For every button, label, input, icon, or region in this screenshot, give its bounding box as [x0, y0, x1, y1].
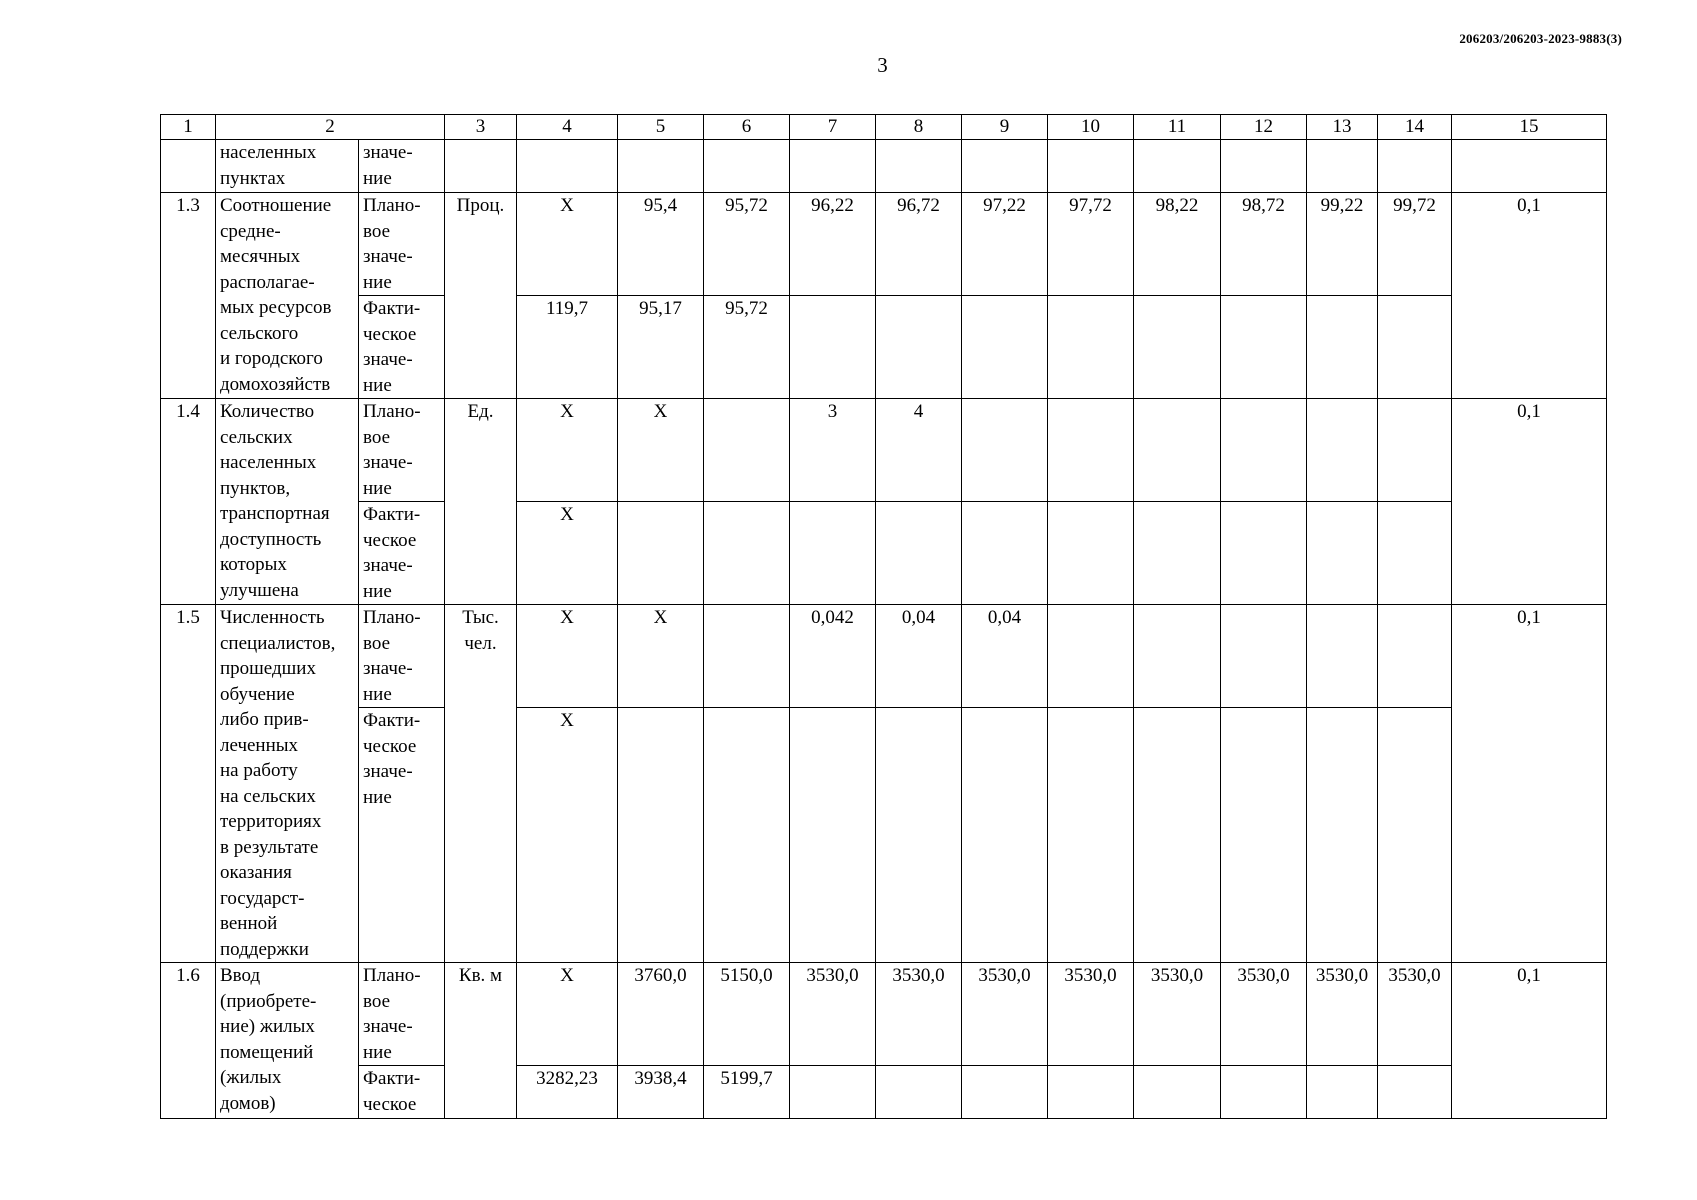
plan-value-cell: 3530,0 [876, 963, 962, 1066]
plan-value-cell: 3 [790, 399, 876, 502]
fact-value-cell [618, 708, 704, 963]
table-body [161, 115, 1607, 1119]
plan-value-cell [704, 399, 790, 502]
weight-cell: 0,1 [1452, 399, 1607, 605]
fact-label-cell: Факти- ческое [359, 1066, 445, 1119]
fact-value-cell [1048, 502, 1134, 605]
plan-value-cell: 3530,0 [1221, 963, 1307, 1066]
plan-value-cell: 98,72 [1221, 193, 1307, 296]
fact-value-cell [1048, 296, 1134, 399]
plan-value-cell: 4 [876, 399, 962, 502]
fact-value-cell: 3282,23 [517, 1066, 618, 1119]
unit-cell: Тыс. чел. [445, 605, 517, 963]
fact-value-cell [1221, 1066, 1307, 1119]
plan-label-cell: Плано- вое значе- ние [359, 605, 445, 708]
fact-value-cell [704, 708, 790, 963]
plan-label-cell: Плано- вое значе- ние [359, 399, 445, 502]
plan-value-cell: 98,22 [1134, 193, 1221, 296]
fact-value-cell [962, 296, 1048, 399]
fact-value-cell [876, 296, 962, 399]
continuation-row [161, 140, 1607, 193]
indicator-name-cell: Ввод (приобрете- ние) жилых помещений (жилых домов) [216, 963, 359, 1119]
plan-value-cell [1221, 605, 1307, 708]
table-cell [1221, 140, 1307, 193]
fact-value-cell [1378, 502, 1452, 605]
fact-value-cell: 3938,4 [618, 1066, 704, 1119]
table-cell [445, 140, 517, 193]
fact-value-cell [1307, 502, 1378, 605]
table-cell [704, 140, 790, 193]
plan-value-cell: 0,04 [962, 605, 1048, 708]
indicator-row-fact [161, 708, 1607, 963]
fact-value-cell [1048, 708, 1134, 963]
page-number: 3 [877, 53, 888, 77]
indicator-name-cell: Соотношение средне- месячных располагае- мых ресурсов сельского и городского домохозяйств [216, 193, 359, 399]
indicators-table [160, 114, 1607, 1119]
col-header: 1 [161, 115, 216, 140]
plan-label-cell: Плано- вое значе- ние [359, 193, 445, 296]
value-type-cell: значе- ние [359, 140, 445, 193]
fact-value-cell [962, 1066, 1048, 1119]
table-cell [618, 140, 704, 193]
indicator-row-plan [161, 193, 1607, 296]
fact-label-cell: Факти- ческое значе- ние [359, 502, 445, 605]
col-header: 5 [618, 115, 704, 140]
fact-value-cell [1221, 708, 1307, 963]
plan-label-cell: Плано- вое значе- ние [359, 963, 445, 1066]
plan-value-cell: X [618, 399, 704, 502]
col-header: 3 [445, 115, 517, 140]
table-cell [1452, 140, 1607, 193]
plan-value-cell [1378, 399, 1452, 502]
table-cell [962, 140, 1048, 193]
plan-value-cell: 97,72 [1048, 193, 1134, 296]
col-header: 6 [704, 115, 790, 140]
fact-value-cell [790, 502, 876, 605]
fact-value-cell [962, 502, 1048, 605]
indicator-row-plan [161, 963, 1607, 1066]
indicator-row-plan [161, 399, 1607, 502]
plan-value-cell [962, 399, 1048, 502]
fact-value-cell [1307, 1066, 1378, 1119]
indicator-row-fact [161, 296, 1607, 399]
table-cell [517, 140, 618, 193]
plan-value-cell [1048, 399, 1134, 502]
plan-value-cell: 97,22 [962, 193, 1048, 296]
indicator-row-fact [161, 1066, 1607, 1119]
plan-value-cell: X [517, 963, 618, 1066]
fact-value-cell [876, 708, 962, 963]
unit-cell: Кв. м [445, 963, 517, 1119]
weight-cell: 0,1 [1452, 193, 1607, 399]
table-cell [161, 140, 216, 193]
fact-value-cell [1134, 502, 1221, 605]
fact-value-cell [704, 502, 790, 605]
fact-value-cell [790, 708, 876, 963]
plan-value-cell [1307, 605, 1378, 708]
plan-value-cell: 95,72 [704, 193, 790, 296]
col-header: 13 [1307, 115, 1378, 140]
indicator-row-plan [161, 605, 1607, 708]
table-cell [1378, 140, 1452, 193]
table-cell [1307, 140, 1378, 193]
unit-cell: Проц. [445, 193, 517, 399]
fact-value-cell: 5199,7 [704, 1066, 790, 1119]
fact-value-cell [1134, 296, 1221, 399]
weight-cell: 0,1 [1452, 963, 1607, 1119]
fact-value-cell: 95,17 [618, 296, 704, 399]
plan-value-cell: X [517, 399, 618, 502]
indicator-number-cell: 1.4 [161, 399, 216, 605]
fact-value-cell: X [517, 708, 618, 963]
fact-value-cell [1221, 502, 1307, 605]
plan-value-cell: X [517, 605, 618, 708]
plan-value-cell: 96,22 [790, 193, 876, 296]
document-id: 206203/206203-2023-9883(3) [1459, 31, 1622, 46]
plan-value-cell: 3530,0 [1134, 963, 1221, 1066]
col-header: 12 [1221, 115, 1307, 140]
indicator-number-cell: 1.6 [161, 963, 216, 1119]
indicator-number-cell: 1.5 [161, 605, 216, 963]
plan-value-cell: 3530,0 [962, 963, 1048, 1066]
fact-value-cell [1134, 708, 1221, 963]
fact-value-cell [1378, 1066, 1452, 1119]
fact-label-cell: Факти- ческое значе- ние [359, 708, 445, 963]
indicator-number-cell: 1.3 [161, 193, 216, 399]
plan-value-cell [1134, 399, 1221, 502]
plan-value-cell: 3530,0 [1378, 963, 1452, 1066]
fact-value-cell [1221, 296, 1307, 399]
plan-value-cell [1134, 605, 1221, 708]
fact-value-cell [618, 502, 704, 605]
plan-value-cell: 3530,0 [1307, 963, 1378, 1066]
col-header: 15 [1452, 115, 1607, 140]
plan-value-cell: X [517, 193, 618, 296]
fact-label-cell: Факти- ческое значе- ние [359, 296, 445, 399]
plan-value-cell [1378, 605, 1452, 708]
plan-value-cell: 5150,0 [704, 963, 790, 1066]
plan-value-cell: X [618, 605, 704, 708]
plan-value-cell: 0,04 [876, 605, 962, 708]
col-header: 2 [216, 115, 445, 140]
fact-value-cell [1378, 296, 1452, 399]
plan-value-cell: 95,4 [618, 193, 704, 296]
fact-value-cell [876, 502, 962, 605]
fact-value-cell: 119,7 [517, 296, 618, 399]
plan-value-cell [1307, 399, 1378, 502]
fact-value-cell [876, 1066, 962, 1119]
plan-value-cell: 96,72 [876, 193, 962, 296]
weight-cell: 0,1 [1452, 605, 1607, 963]
table-cell [876, 140, 962, 193]
fact-value-cell [1048, 1066, 1134, 1119]
indicator-name-cell: Численность специалистов, прошедших обучение либо прив- леченных на работу на сельских территориях в результате оказания государст- венной поддержки [216, 605, 359, 963]
plan-value-cell [704, 605, 790, 708]
plan-value-cell: 99,22 [1307, 193, 1378, 296]
fact-value-cell [790, 296, 876, 399]
fact-value-cell [1378, 708, 1452, 963]
plan-value-cell: 3760,0 [618, 963, 704, 1066]
plan-value-cell: 3530,0 [790, 963, 876, 1066]
plan-value-cell [1048, 605, 1134, 708]
header-row [161, 115, 1607, 140]
col-header: 4 [517, 115, 618, 140]
table-cell [1134, 140, 1221, 193]
plan-value-cell: 0,042 [790, 605, 876, 708]
plan-value-cell: 3530,0 [1048, 963, 1134, 1066]
fact-value-cell: 95,72 [704, 296, 790, 399]
col-header: 10 [1048, 115, 1134, 140]
unit-cell: Ед. [445, 399, 517, 605]
indicator-row-fact [161, 502, 1607, 605]
col-header: 7 [790, 115, 876, 140]
fact-value-cell: X [517, 502, 618, 605]
fact-value-cell [1307, 296, 1378, 399]
col-header: 14 [1378, 115, 1452, 140]
col-header: 11 [1134, 115, 1221, 140]
col-header: 9 [962, 115, 1048, 140]
col-header: 8 [876, 115, 962, 140]
indicator-name-cell: Количество сельских населенных пунктов, транспортная доступность которых улучшена [216, 399, 359, 605]
plan-value-cell [1221, 399, 1307, 502]
fact-value-cell [962, 708, 1048, 963]
fact-value-cell [790, 1066, 876, 1119]
fact-value-cell [1134, 1066, 1221, 1119]
table-cell [1048, 140, 1134, 193]
table-cell [790, 140, 876, 193]
fact-value-cell [1307, 708, 1378, 963]
plan-value-cell: 99,72 [1378, 193, 1452, 296]
indicator-name-cell: населенных пунктах [216, 140, 359, 193]
